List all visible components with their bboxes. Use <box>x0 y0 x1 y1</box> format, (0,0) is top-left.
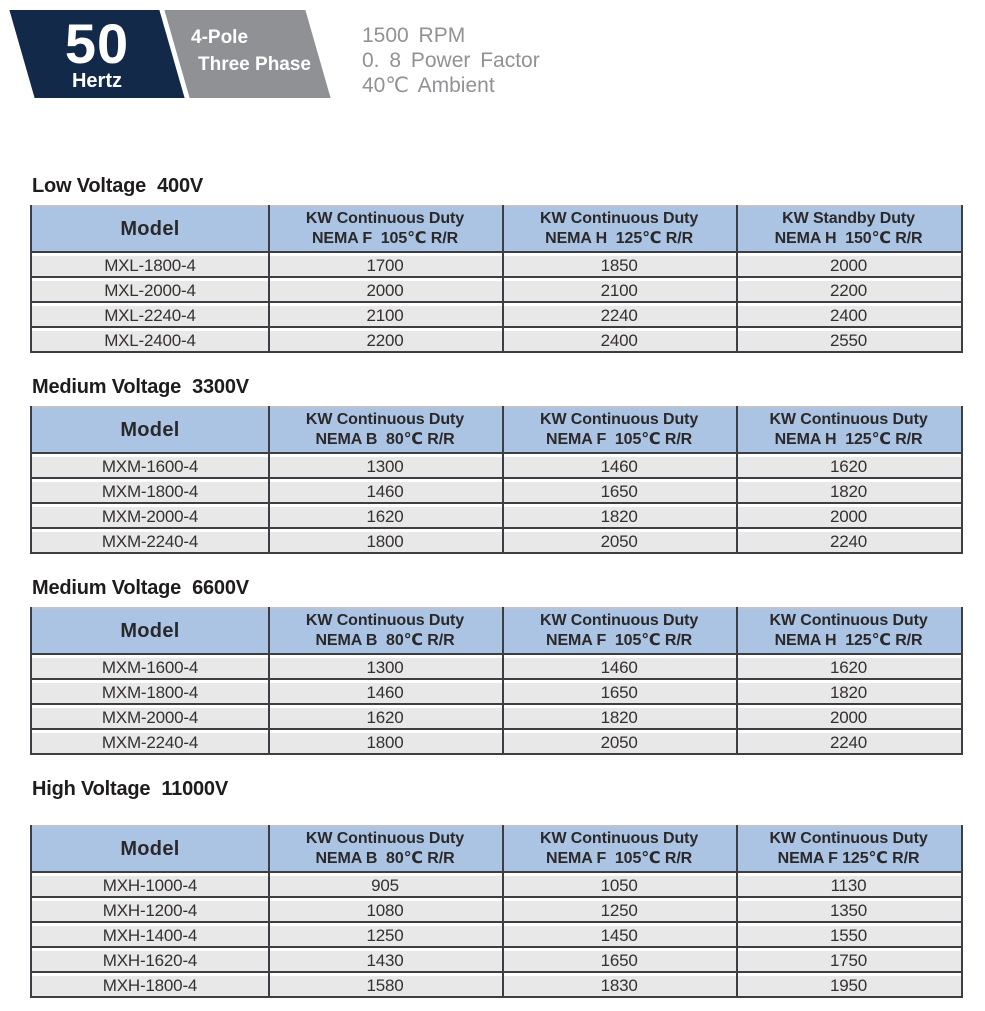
duty-type-label: KW Continuous Duty <box>540 411 699 428</box>
nema-rating-label: NEMA F 105℃ R/R <box>546 632 693 649</box>
model-cell: MXH-1620-4 <box>102 951 198 970</box>
kw-value-cell: 1620 <box>366 708 404 727</box>
nema-rating-label: NEMA B 80℃ R/R <box>315 431 455 448</box>
duty-type-label: KW Continuous Duty <box>540 612 699 629</box>
table-row <box>32 457 961 479</box>
model-cell: MXM-1600-4 <box>101 457 199 476</box>
spec-line: 1500 RPM <box>362 24 466 47</box>
column-divider <box>502 825 504 998</box>
section-voltage: 400V <box>157 175 204 197</box>
model-cell: MXM-2000-4 <box>101 507 199 526</box>
kw-value-cell: 1950 <box>830 976 868 995</box>
column-divider <box>502 406 504 554</box>
table-row <box>32 708 961 730</box>
model-cell: MXM-2240-4 <box>101 733 199 752</box>
section-title <box>30 779 963 799</box>
kw-value-cell: 2100 <box>600 281 638 300</box>
column-divider <box>268 607 270 755</box>
kw-value-cell: 1460 <box>366 683 404 702</box>
kw-value-cell: 1650 <box>600 482 638 501</box>
section-title <box>30 578 963 598</box>
kw-value-cell: 2000 <box>830 507 868 526</box>
pole-phase-badge <box>164 10 330 98</box>
kw-value-cell: 1080 <box>366 901 404 920</box>
table-header-row <box>32 205 961 253</box>
kw-value-cell: 1450 <box>600 926 638 945</box>
kw-value-cell: 1250 <box>366 926 404 945</box>
table-row <box>32 683 961 705</box>
kw-value-cell: 1430 <box>366 951 404 970</box>
kw-value-cell: 1350 <box>830 901 868 920</box>
model-cell: MXL-2000-4 <box>104 281 196 300</box>
kw-value-cell: 2000 <box>830 708 868 727</box>
duty-type-label: KW Continuous Duty <box>305 411 465 428</box>
voltage-section <box>30 779 963 998</box>
duty-type-label: KW Standby Duty <box>782 210 915 227</box>
ratings-table <box>30 406 963 554</box>
kw-value-cell: 1250 <box>600 901 638 920</box>
model-cell: MXM-2000-4 <box>101 708 199 727</box>
nema-rating-label: NEMA F 105℃ R/R <box>546 431 693 448</box>
column-divider <box>502 607 504 755</box>
duty-type-label: KW Continuous Duty <box>769 411 928 428</box>
table-row <box>32 976 961 998</box>
kw-column-header <box>736 408 961 452</box>
model-column-header <box>32 408 268 452</box>
nema-rating-label: NEMA F 125℃ R/R <box>777 850 920 867</box>
table-row <box>32 658 961 680</box>
kw-column-header <box>268 827 502 871</box>
model-cell: MXM-1800-4 <box>101 683 199 702</box>
kw-value-cell: 1580 <box>366 976 404 995</box>
nema-rating-label: NEMA F 105℃ R/R <box>546 850 693 867</box>
table-header-row <box>32 406 961 454</box>
kw-value-cell: 1750 <box>830 951 868 970</box>
model-cell: MXM-1600-4 <box>101 658 199 677</box>
section-title-text: Medium Voltage <box>32 577 182 599</box>
kw-value-cell: 2240 <box>830 532 868 551</box>
table-row <box>32 507 961 529</box>
column-divider <box>736 406 738 554</box>
kw-value-cell: 905 <box>371 876 399 895</box>
kw-value-cell: 2000 <box>366 281 404 300</box>
kw-value-cell: 2550 <box>830 331 868 350</box>
nema-rating-label: NEMA H 125℃ R/R <box>774 431 923 448</box>
kw-column-header <box>502 827 736 871</box>
kw-column-header <box>502 207 736 251</box>
column-divider <box>502 205 504 353</box>
model-column-header <box>32 609 268 653</box>
model-cell: MXH-1000-4 <box>102 876 198 895</box>
section-title <box>30 176 963 196</box>
kw-value-cell: 1620 <box>830 457 868 476</box>
nema-rating-label: NEMA H 125℃ R/R <box>545 230 694 247</box>
table-row <box>32 532 961 554</box>
duty-type-label: KW Continuous Duty <box>769 830 928 847</box>
kw-value-cell: 1300 <box>366 658 404 677</box>
model-column-header <box>32 207 268 251</box>
kw-value-cell: 2000 <box>830 256 868 275</box>
table-row <box>32 281 961 303</box>
kw-value-cell: 2400 <box>830 306 868 325</box>
model-cell: MXL-2240-4 <box>104 306 196 325</box>
kw-column-header <box>502 408 736 452</box>
duty-type-label: KW Continuous Duty <box>540 830 699 847</box>
voltage-section <box>30 176 963 353</box>
model-header-label: Model <box>120 837 180 860</box>
nema-rating-label: NEMA B 80℃ R/R <box>315 850 455 867</box>
kw-value-cell: 1820 <box>830 683 868 702</box>
ratings-table <box>30 205 963 353</box>
nema-rating-label: NEMA H 150℃ R/R <box>774 230 923 247</box>
duty-type-label: KW Continuous Duty <box>305 612 465 629</box>
kw-value-cell: 2100 <box>366 306 404 325</box>
table-row <box>32 733 961 755</box>
kw-value-cell: 1050 <box>600 876 638 895</box>
pole-label: 4-Pole <box>191 27 249 48</box>
kw-value-cell: 1820 <box>600 507 638 526</box>
table-row <box>32 901 961 923</box>
kw-value-cell: 1850 <box>600 256 638 275</box>
model-cell: MXM-2240-4 <box>101 532 199 551</box>
voltage-section <box>30 377 963 554</box>
section-voltage: 3300V <box>192 376 249 398</box>
model-cell: MXH-1800-4 <box>102 976 198 995</box>
ratings-table <box>30 607 963 755</box>
kw-value-cell: 1620 <box>830 658 868 677</box>
frequency-value: 50 <box>64 11 130 75</box>
model-header-label: Model <box>120 217 180 240</box>
duty-type-label: KW Continuous Duty <box>305 830 465 847</box>
section-title-text: Medium Voltage <box>32 376 182 398</box>
kw-value-cell: 1550 <box>830 926 868 945</box>
nema-rating-label: NEMA F 105℃ R/R <box>311 230 459 247</box>
model-cell: MXM-1800-4 <box>101 482 199 501</box>
table-row <box>32 482 961 504</box>
kw-value-cell: 2240 <box>830 733 868 752</box>
kw-value-cell: 1800 <box>366 532 404 551</box>
kw-value-cell: 1300 <box>366 457 404 476</box>
spec-text-block <box>362 23 540 98</box>
kw-value-cell: 1460 <box>600 658 638 677</box>
table-row <box>32 951 961 973</box>
kw-value-cell: 1820 <box>600 708 638 727</box>
model-cell: MXL-2400-4 <box>104 331 196 350</box>
voltage-section <box>30 578 963 755</box>
section-voltage: 6600V <box>192 577 249 599</box>
kw-value-cell: 1620 <box>366 507 404 526</box>
model-cell: MXL-1800-4 <box>104 256 196 275</box>
kw-column-header <box>268 609 502 653</box>
duty-type-label: KW Continuous Duty <box>305 210 465 227</box>
section-title-text: Low Voltage <box>32 175 147 197</box>
kw-value-cell: 2050 <box>600 532 638 551</box>
section-title-text: High Voltage <box>32 778 151 800</box>
model-header-label: Model <box>120 418 180 441</box>
column-divider <box>736 205 738 353</box>
spec-line: 0. 8 Power Factor <box>362 49 540 72</box>
kw-column-header <box>736 609 961 653</box>
section-voltage: 11000V <box>161 778 228 800</box>
kw-value-cell: 1650 <box>600 683 638 702</box>
model-cell: MXH-1400-4 <box>102 926 198 945</box>
kw-value-cell: 2200 <box>830 281 868 300</box>
duty-type-label: KW Continuous Duty <box>540 210 699 227</box>
table-row <box>32 306 961 328</box>
column-divider <box>736 607 738 755</box>
table-header-row <box>32 607 961 655</box>
kw-value-cell: 2050 <box>600 733 638 752</box>
nema-rating-label: NEMA H 125℃ R/R <box>774 632 923 649</box>
rating-sections <box>30 98 963 998</box>
kw-column-header <box>736 207 961 251</box>
table-row <box>32 926 961 948</box>
column-divider <box>268 406 270 554</box>
frequency-unit: Hertz <box>71 69 122 92</box>
spec-line: 40℃ Ambient <box>362 74 495 97</box>
column-divider <box>268 825 270 998</box>
phase-label: Three Phase <box>198 54 311 75</box>
ratings-table <box>30 825 963 998</box>
kw-value-cell: 1830 <box>600 976 638 995</box>
duty-type-label: KW Continuous Duty <box>769 612 928 629</box>
model-column-header <box>32 827 268 871</box>
kw-value-cell: 1800 <box>366 733 404 752</box>
table-row <box>32 331 961 353</box>
section-title <box>30 377 963 397</box>
table-header-row <box>32 825 961 873</box>
kw-value-cell: 2240 <box>600 306 638 325</box>
kw-value-cell: 1460 <box>600 457 638 476</box>
table-row <box>32 876 961 898</box>
kw-value-cell: 1130 <box>830 876 867 895</box>
column-divider <box>736 825 738 998</box>
kw-value-cell: 2200 <box>366 331 404 350</box>
kw-value-cell: 1820 <box>830 482 868 501</box>
frequency-badge <box>9 10 184 98</box>
kw-value-cell: 1650 <box>600 951 638 970</box>
table-row <box>32 256 961 278</box>
model-cell: MXH-1200-4 <box>102 901 198 920</box>
nema-rating-label: NEMA B 80℃ R/R <box>315 632 455 649</box>
kw-value-cell: 1460 <box>366 482 404 501</box>
model-header-label: Model <box>120 619 180 642</box>
kw-column-header <box>268 408 502 452</box>
kw-value-cell: 2400 <box>600 331 638 350</box>
column-divider <box>268 205 270 353</box>
kw-column-header <box>736 827 961 871</box>
kw-column-header <box>268 207 502 251</box>
kw-column-header <box>502 609 736 653</box>
kw-value-cell: 1700 <box>366 256 404 275</box>
